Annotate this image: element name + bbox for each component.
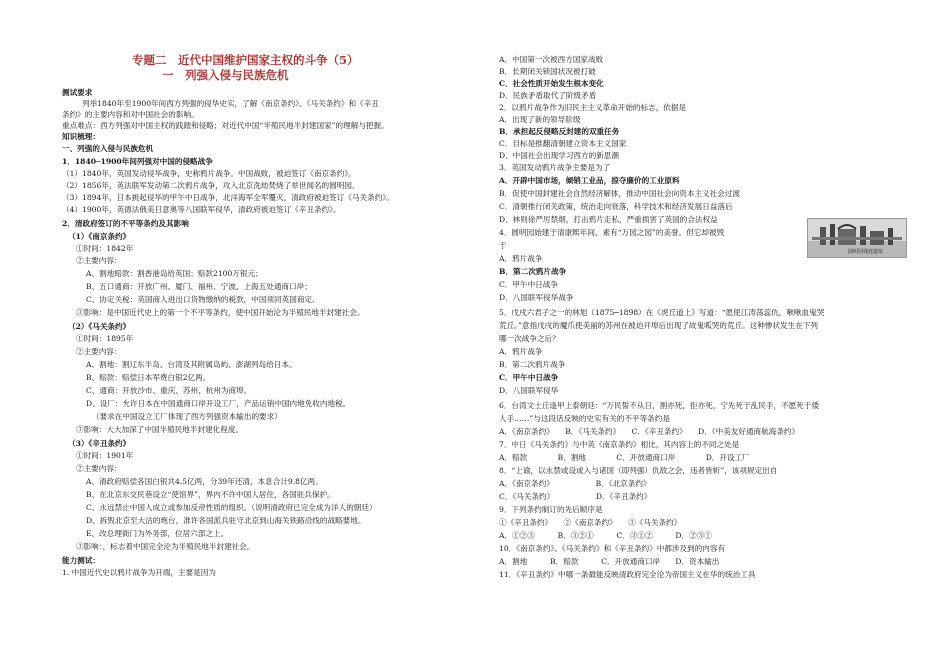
text-line: ③影响：大大加深了中国半殖民地半封建化程度。 bbox=[76, 425, 244, 434]
text-line: ③影响：是中国近代史上的第一个不平等条约，使中国开始沦为半殖民地半封建社会。 bbox=[76, 308, 365, 317]
text-line: ②主要内容： bbox=[76, 464, 122, 473]
bold-text-line: 一、列强的入侵与民族危机 bbox=[62, 144, 154, 153]
text-line: ①时间：1901年 bbox=[76, 451, 134, 460]
text-line: D．民族矛盾取代了阶级矛盾 bbox=[499, 91, 597, 100]
bold-text-line: 能力测试： bbox=[62, 556, 100, 565]
text-line: 11．《辛丑条约》中哪一条最能反映清政府完全沦为帝国主义在华的统治工具 bbox=[499, 570, 756, 579]
text-line: A．《南京条约》 B．《北京条约》 bbox=[499, 479, 651, 488]
text-line: 哪一次战争之后？ bbox=[499, 334, 560, 343]
text-line: 人手……”与这段话反映的史实有关的不平等条约是 bbox=[499, 414, 670, 423]
text-line: A．鸦片战争 bbox=[499, 347, 543, 356]
bold-text-line: A．开辟中国市场，倾销工业品，掠夺廉价的工业原料 bbox=[499, 176, 680, 185]
text-line: A．中国第一次被西方国家战败 bbox=[499, 55, 604, 64]
text-line: C．《马关条约》 D．《辛丑条约》 bbox=[499, 492, 652, 501]
text-line: B、在北京东交民巷设立“使馆界”，界内不许中国人居住，各国驻兵保护。 bbox=[86, 490, 335, 499]
text-line: （3）1894年，日本挑起侵华的甲午中日战争，北洋海军全军覆灭，清政府被迫签订《马关条约》。 bbox=[62, 193, 394, 202]
text-line: （1）1840年，英国发动侵华战争，史称鸦片战争。中国战败，被迫签订《南京条约》。 bbox=[62, 169, 356, 178]
text-line: A．鸦片战争 bbox=[499, 254, 543, 263]
text-line: D．中国社会出现学习西方的新思潮 bbox=[499, 151, 619, 160]
bold-text-line: C．甲午中日战争 bbox=[499, 373, 559, 382]
text-line: ②主要内容： bbox=[76, 256, 122, 265]
text-line: 8．“上谕，以永禁或设或入与诸国（即列强）仇敌之会，违者皆斩”，该项规定出自 bbox=[499, 466, 778, 475]
text-line: ①《辛丑条约》 ②《南京条约》 ③《马关条约》 bbox=[499, 518, 682, 527]
text-line: A．赔款 B．割地 C．开放通商口岸 D．开设工厂 bbox=[499, 453, 750, 462]
text-line: D．八国联军侵华 bbox=[499, 386, 559, 395]
text-line: C．目标是推翻清朝建立资本主义国家 bbox=[499, 139, 627, 148]
text-line: 于 bbox=[499, 241, 507, 250]
text-line: D、拆毁北京至大沽的炮台，准许各国派兵驻守北京到山海关铁路沿线的战略要地。 bbox=[86, 516, 366, 525]
text-line: B、五口通商：开放广州、厦门、福州、宁波、上海五处通商口岸； bbox=[86, 282, 312, 291]
text-line: B．第二次鸦片战争 bbox=[499, 360, 566, 369]
text-line: D．林则徐严厉禁烟，打击鸦片走私，严重损害了英国的合法权益 bbox=[499, 215, 718, 224]
bold-text-line: 知识梳理： bbox=[62, 132, 100, 141]
text-line: B、赔款：赔偿日本军费白银2亿两。 bbox=[86, 373, 211, 382]
text-line: ①时间：1895年 bbox=[76, 334, 134, 343]
text-line: ②主要内容： bbox=[76, 347, 122, 356]
text-line: D．八国联军侵华战争 bbox=[499, 293, 574, 302]
text-line: A、割地赔款：割香港岛给英国；赔款2100万银元； bbox=[86, 269, 263, 278]
text-line: C．清朝推行闭关政策，统治走向衰落，科学技术和经济发展日益落后 bbox=[499, 202, 733, 211]
text-line: A．《南京条约》 B．《马关条约》 C．《辛丑条约》 D．《中美友好通商航海条约》 bbox=[499, 427, 800, 436]
text-line: （要求在中国设立工厂体现了西方列强资本输出的要求） bbox=[92, 412, 282, 421]
bold-text-line: 2．清政府签订的不平等条约及其影响 bbox=[62, 219, 189, 228]
text-line: 荒丘。”意指戊戌的魔爪使美丽的苏州在被迫开埠后出现了故鬼呱哭的荒丘。这种惨状发生在下列 bbox=[499, 321, 819, 330]
bold-text-line: （2）《马关条约》 bbox=[68, 322, 131, 331]
bold-text-line: C．社会性质开始发生根本变化 bbox=[499, 79, 604, 88]
text-line: A、割地：割辽东半岛、台湾及其附属岛屿、澎湖列岛给日本。 bbox=[86, 360, 297, 369]
text-line: C、永远禁止中国人成立或参加反帝性质的组织。（说明清政府已完全成为洋人的朝廷） bbox=[86, 503, 377, 512]
text-line: B．长期闭关锁国状况被打破 bbox=[499, 67, 596, 76]
bold-text-line: （3）《辛丑条约》 bbox=[68, 439, 131, 448]
text-line: 10．《南京条约》、《马关条约》和《辛丑条约》中都涉及到的内容有 bbox=[499, 544, 726, 553]
text-line: C．甲午中日战争 bbox=[499, 280, 558, 289]
text-line: 4．圆明园始建于清康熙年间，素有“万园之园”的美誉。但它却被毁 bbox=[499, 228, 725, 237]
text-line: C、协定关税：英国商人进出口货物缴纳的税款，中国须同英国商定。 bbox=[86, 295, 320, 304]
yuanmingyuan-ruins-photo bbox=[807, 218, 907, 258]
text-line: 9．下列条约制订的先后顺序是 bbox=[499, 505, 603, 514]
text-line: D、设厂：允许日本在中国通商口岸开设工厂，产品运销中国内地免收内地税。 bbox=[86, 399, 351, 408]
text-line: A．出现了新的领导阶级 bbox=[499, 115, 581, 124]
bold-text-line: 1．1840─1900年间列强对中国的侵略战争 bbox=[62, 157, 213, 166]
text-line: C、通商：开放沙市、重庆、苏州、杭州为商埠。 bbox=[86, 386, 252, 395]
text-line: ③影响：，标志着中国完全沦为半殖民地半封建社会。 bbox=[76, 542, 255, 551]
text-line: 2．以鸦片战争作为旧民主主义革命开始的标志，依据是 bbox=[499, 103, 687, 112]
text-line: 条约》的主要内容和对中国社会的影响。 bbox=[62, 110, 199, 119]
text-line: ①时间：1842年 bbox=[76, 244, 134, 253]
bold-text-line: B．承担起反侵略反封建的双重任务 bbox=[499, 127, 620, 136]
text-line: 6．台湾文士丘逢甲上泰朝廷：“万民誓不从日，割亦死，拒亦死，宁先死于乱民手，不愿死于倭 bbox=[499, 401, 820, 410]
document-title: 一 列强入侵与民族危机 bbox=[162, 68, 289, 82]
text-line: 列举1840年至1900年间西方列强的侵华史实，了解《南京条约》、《马关条约》和《辛丑 bbox=[82, 99, 379, 108]
bold-text-line: （1）《南京条约》 bbox=[68, 232, 131, 241]
photo-caption: 圆明园残迹遗址 bbox=[848, 249, 884, 255]
text-line: （4）1900年，英德法俄美日意奥等八国联军侵华，清政府被迫签订《辛丑条约》。 bbox=[62, 205, 341, 214]
text-line: A．①②③ B．③②① C．③①② D．②③① bbox=[499, 531, 712, 540]
bold-text-line: B．第二次鸦片战争 bbox=[499, 267, 567, 276]
text-line: 5．戊戌六君子之一的林旭（1875─1898）在《虎丘道上》写道：“愿使江涛荡蕊仇，啾啾血鬼哭 bbox=[499, 308, 825, 317]
bold-text-line: 测试要求 bbox=[62, 88, 93, 97]
text-line: 重点难点：西方列强对中国主权的践踏和侵略；对近代中国“半殖民地半封建国家”的理解与把握。 bbox=[62, 121, 389, 130]
text-line: 1. 中国近代史以鸦片战争为开端，主要是因为 bbox=[62, 568, 216, 577]
text-line: E、改总理衙门为外务部，位居六部之上。 bbox=[86, 529, 229, 538]
text-line: A、清政府赔偿各国白银共4.5亿两，分39年还清，本息合计9.8亿两。 bbox=[86, 477, 323, 486]
document-title: 专题二 近代中国维护国家主权的斗争（5） bbox=[132, 53, 359, 67]
text-line: A．割地 B．赔款 C．开放通商口岸 D．资本输出 bbox=[499, 557, 720, 566]
text-line: 3．英国发动鸦片战争主要是为了 bbox=[499, 163, 611, 172]
text-line: （2）1856年，英法联军发动第二次鸦片战争，攻入北京洗劫焚烧了举世闻名的圆明园。 bbox=[62, 181, 360, 190]
text-line: B．促使中国封建社会自然经济解体，推动中国社会向资本主义社会过渡 bbox=[499, 189, 740, 198]
text-line: 7．中日《马关条约》与中英《南京条约》相比，其内容上的不同之处是 bbox=[499, 440, 740, 449]
